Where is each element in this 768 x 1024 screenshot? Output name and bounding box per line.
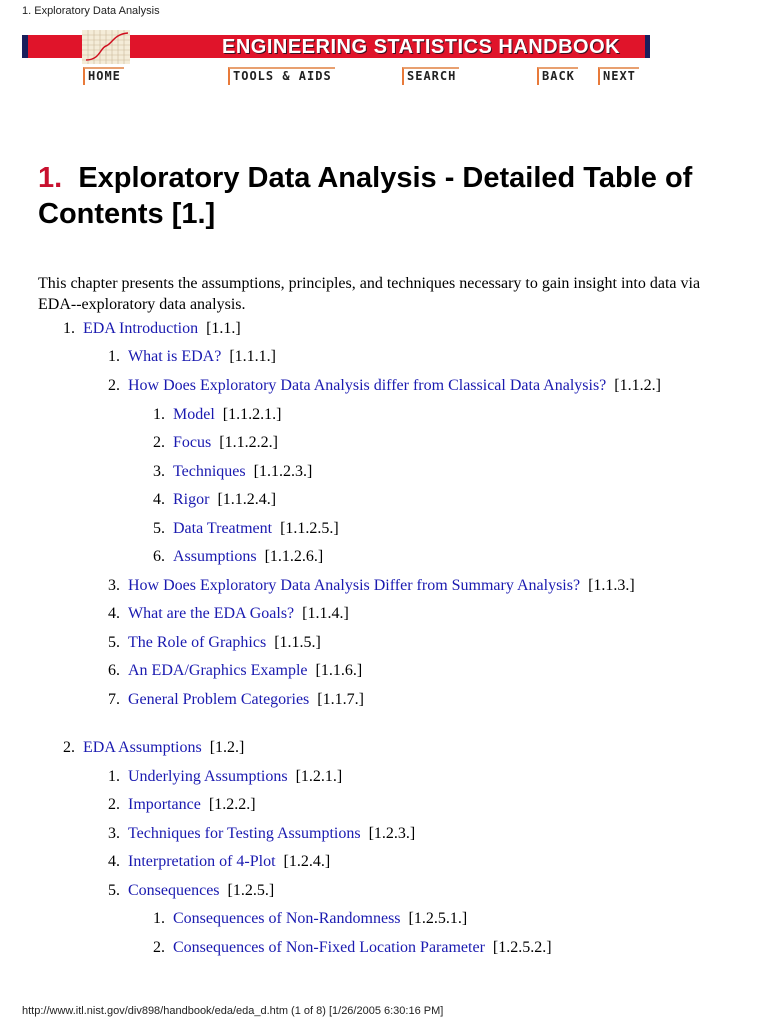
footer-url: http://www.itl.nist.gov/div898/handbook/eda/eda_d.htm (1 of 8) [1/26/2005 6:30:16 PM] [22,1005,444,1017]
toc-item-number: 5. [108,882,120,899]
toc-item-ref: [1.1.7.] [317,691,364,708]
nav-search-button[interactable]: SEARCH [402,67,459,85]
handbook-logo-icon[interactable] [82,30,130,64]
toc-item-ref: [1.1.6.] [315,662,363,679]
toc-item [153,462,313,482]
toc-link[interactable]: Rigor [173,491,210,508]
toc-item-ref: [1.1.2.6.] [264,548,324,565]
toc-item-ref: [1.2.1.] [295,768,343,785]
toc-item [153,405,282,425]
toc-item [153,519,339,539]
toc-item [108,633,321,653]
page-title [38,160,748,232]
toc-item-ref: [1.1.2.3.] [253,463,313,480]
nav-back-button[interactable]: BACK [537,67,578,85]
toc-item-ref: [1.1.2.2.] [219,434,278,451]
toc-item-number: 1. [153,406,165,423]
toc-item-number: 1. [108,768,120,785]
toc-item [63,319,241,339]
toc-item-ref: [1.2.4.] [283,853,331,870]
toc-item [108,576,635,596]
toc-link[interactable]: Underlying Assumptions [128,768,288,785]
toc-link[interactable]: How Does Exploratory Data Analysis Differ from Summary Analysis? [128,577,581,594]
toc-item [153,547,324,567]
nav-next-button[interactable]: NEXT [598,67,639,85]
toc-link[interactable]: EDA Introduction [83,320,199,337]
toc-item-ref: [1.2.5.] [227,882,275,899]
banner-title: ENGINEERING STATISTICS HANDBOOK [222,36,621,58]
chapter-title: Exploratory Data Analysis - Detailed Table of Contents [1.] [38,162,693,230]
toc-item-number: 3. [108,825,120,842]
toc-item-number: 6. [108,662,120,679]
toc-link[interactable]: Techniques for Testing Assumptions [128,825,361,842]
toc-item [108,795,256,815]
toc-item [108,347,276,367]
toc-link[interactable]: Assumptions [173,548,257,565]
toc-item [108,881,275,901]
toc-item [153,490,277,510]
toc-link[interactable]: Data Treatment [173,520,273,537]
toc-link[interactable]: Consequences [128,882,220,899]
chapter-number: 1. [38,162,63,194]
toc-item [153,909,468,929]
nav-home-button[interactable]: HOME [83,67,124,85]
toc-item [108,604,349,624]
toc-item [63,738,245,758]
toc-item [108,824,416,844]
toc-item-ref: [1.2.5.1.] [408,910,468,927]
toc-item [153,433,278,453]
toc-link[interactable]: EDA Assumptions [83,739,202,756]
toc-item-number: 1. [63,320,75,337]
toc-item-ref: [1.1.2.5.] [280,520,339,537]
toc-item [108,852,331,872]
toc-item-number: 1. [108,348,120,365]
toc-item-ref: [1.1.4.] [302,605,349,622]
toc-link[interactable]: How Does Exploratory Data Analysis differ from Classical Data Analysis? [128,377,607,394]
toc-item-ref: [1.1.2.] [614,377,661,394]
toc-item-ref: [1.2.5.2.] [492,939,552,956]
toc-item-number: 3. [108,577,120,594]
toc-link[interactable]: The Role of Graphics [128,634,267,651]
toc-link[interactable]: What are the EDA Goals? [128,605,295,622]
toc-item-number: 6. [153,548,165,565]
toc-item-number: 2. [108,796,120,813]
toc-link[interactable]: Model [173,406,215,423]
toc-link[interactable]: What is EDA? [128,348,222,365]
toc-item [108,661,363,681]
toc-item-ref: [1.2.2.] [208,796,256,813]
toc-link[interactable]: Focus [173,434,212,451]
toc-link[interactable]: Interpretation of 4-Plot [128,853,276,870]
toc-item-number: 4. [108,605,120,622]
toc-item-number: 7. [108,691,120,708]
toc-item-number: 1. [153,910,165,927]
toc-link[interactable]: General Problem Categories [128,691,310,708]
toc-item-ref: [1.1.2.4.] [217,491,277,508]
toc-item-number: 3. [153,463,165,480]
toc-item-number: 2. [63,739,75,756]
page-header: 1. Exploratory Data Analysis [22,5,160,17]
toc-link[interactable]: An EDA/Graphics Example [128,662,308,679]
toc-link[interactable]: Consequences of Non-Randomness [173,910,401,927]
toc-link[interactable]: Importance [128,796,201,813]
toc-item [153,938,552,958]
toc-item-number: 2. [108,377,120,394]
toc-item-ref: [1.1.1.] [229,348,276,365]
toc-item-ref: [1.2.] [209,739,245,756]
toc-item-number: 2. [153,434,165,451]
toc-item-ref: [1.1.5.] [274,634,321,651]
nav-tools-aids-button[interactable]: TOOLS & AIDS [228,67,335,85]
toc-link[interactable]: Consequences of Non-Fixed Location Parameter [173,939,485,956]
toc-item-number: 2. [153,939,165,956]
toc-item-ref: [1.2.3.] [368,825,416,842]
toc-item [108,690,364,710]
toc-item-ref: [1.1.2.1.] [222,406,282,423]
toc-item-number: 5. [108,634,120,651]
toc-item-ref: [1.1.3.] [588,577,635,594]
toc-item [108,376,661,396]
intro-text: This chapter presents the assumptions, principles, and techniques necessary to gain insight into data via EDA--exploratory data analysis. [38,275,701,313]
toc-item-number: 4. [108,853,120,870]
toc-item-number: 5. [153,520,165,537]
toc-item-ref: [1.1.] [206,320,241,337]
toc-item [108,767,343,787]
toc-item-number: 4. [153,491,165,508]
toc-link[interactable]: Techniques [173,463,246,480]
